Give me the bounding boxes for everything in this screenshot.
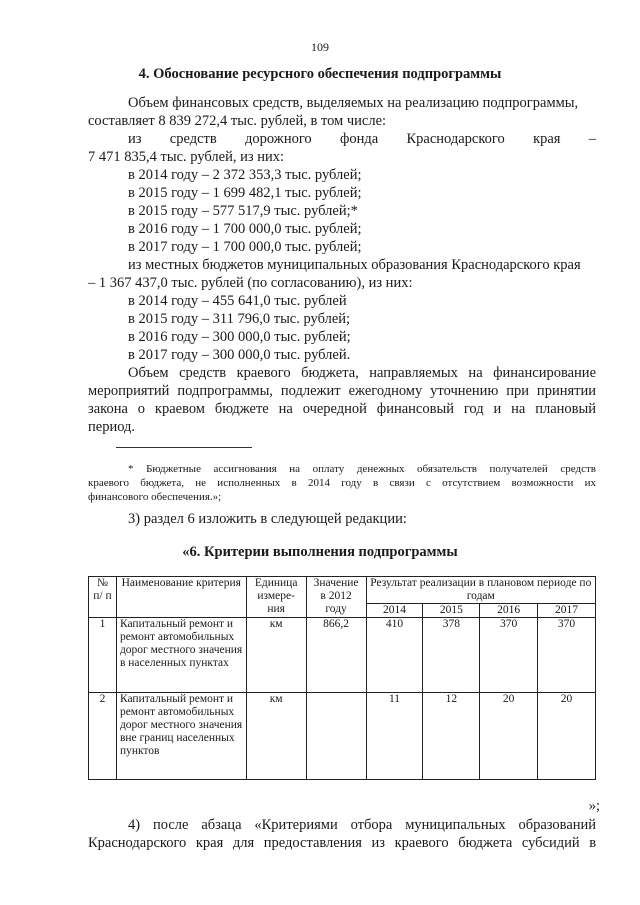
paragraph-line: – 1 367 437,0 тыс. рублей (по согласованию), из них:: [88, 275, 413, 291]
header-planned-results: Результат реализации в плановом периоде по годам: [366, 577, 595, 604]
word: предоставления: [263, 835, 362, 851]
header-year: 2017: [538, 604, 596, 618]
word: из: [128, 131, 142, 147]
word: муниципальных: [405, 817, 506, 833]
header-year: 2015: [423, 604, 480, 618]
page-number: 109: [311, 40, 329, 54]
footnote-divider: [116, 447, 252, 448]
criterion-name: Капитальный ремонт и ремонт автомобильных дорог местного значения вне границ населенных пунктов: [116, 693, 246, 780]
year-value-cell: 370: [538, 618, 596, 693]
year-value-cell: 20: [538, 693, 596, 780]
word: после: [152, 817, 189, 833]
paragraph-line-justified: Объем средств краевого бюджета, направляемых на финансирование: [128, 365, 596, 381]
criteria-table: [88, 576, 596, 780]
criterion-name: Капитальный ремонт и ремонт автомобильных дорог местного значения в населенных пунктах: [116, 618, 246, 693]
base-value-cell: 866,2: [306, 618, 366, 693]
local-budget-year-line: в 2017 году – 300 000,0 тыс. рублей.: [128, 347, 351, 363]
table-row: [89, 618, 596, 693]
word: из: [371, 835, 386, 851]
word: отбора: [350, 817, 393, 833]
word: образований: [518, 817, 597, 833]
year-value-cell: 410: [366, 618, 423, 693]
word: абзаца: [201, 817, 242, 833]
road-fund-year-line: в 2014 году – 2 372 353,3 тыс. рублей;: [128, 167, 362, 183]
section-6-heading: «6. Критерии выполнения подпрограммы: [182, 544, 458, 560]
word: Краснодарского: [406, 131, 505, 147]
paragraph-line: период.: [88, 419, 136, 435]
table-header-row: [89, 577, 596, 604]
header-year: 2016: [480, 604, 538, 618]
year-value-cell: 20: [480, 693, 538, 780]
unit-cell: км: [246, 618, 306, 693]
paragraph-line: Объем финансовых средств, выделяемых на реализацию подпрограммы,: [128, 95, 579, 111]
road-fund-year-line: в 2017 году – 1 700 000,0 тыс. рублей;: [128, 239, 362, 255]
word: «Критериями: [254, 817, 338, 833]
road-fund-year-line: в 2015 году – 577 517,9 тыс. рублей;*: [128, 203, 358, 219]
word: бюджета: [458, 835, 513, 851]
footnote-line: * Бюджетные ассигнования на оплату денежных обязательств получателей средств: [128, 463, 596, 475]
base-value-cell: [306, 693, 366, 780]
local-budget-year-line: в 2016 году – 300 000,0 тыс. рублей;: [128, 329, 351, 345]
paragraph-line: из местных бюджетов муниципальных образования Краснодарского края: [128, 257, 581, 273]
header-number: № п/ п: [89, 577, 117, 618]
table-row: [89, 693, 596, 780]
year-value-cell: 370: [480, 618, 538, 693]
word: края: [195, 835, 224, 851]
row-number: 1: [89, 618, 117, 693]
header-base-value: Значение в 2012 году: [306, 577, 366, 618]
word: 4): [128, 817, 141, 833]
header-year: 2014: [366, 604, 423, 618]
word: субсидий: [521, 835, 580, 851]
paragraph-line-justified: [128, 816, 596, 834]
paragraph-line: 7 471 835,4 тыс. рублей, из них:: [88, 149, 284, 165]
unit-cell: км: [246, 693, 306, 780]
word: в: [589, 835, 597, 851]
section-4-heading: 4. Обоснование ресурсного обеспечения подпрограммы: [138, 66, 502, 82]
paragraph-line-justified: [88, 834, 596, 852]
road-fund-year-line: в 2015 году – 1 699 482,1 тыс. рублей;: [128, 185, 362, 201]
header-criterion-name: Наименование критерия: [116, 577, 246, 618]
paragraph-line-justified: мероприятий подпрограммы, подлежит ежегодному уточнению при принятии: [88, 383, 596, 399]
local-budget-year-line: в 2014 году – 455 641,0 тыс. рублей: [128, 293, 347, 309]
year-value-cell: 11: [366, 693, 423, 780]
word: Краснодарского: [88, 835, 187, 851]
local-budget-year-line: в 2015 году – 311 796,0 тыс. рублей;: [128, 311, 351, 327]
word: краевого: [394, 835, 449, 851]
table-closing-quote: »;: [588, 798, 600, 814]
paragraph-line: составляет 8 839 272,4 тыс. рублей, в том числе:: [88, 113, 387, 129]
paragraph-line-justified: закона о краевом бюджете на очередной финансовый год и на плановый: [88, 401, 596, 417]
paragraph-line-justified: [128, 130, 596, 148]
row-number: 2: [89, 693, 117, 780]
road-fund-year-line: в 2016 году – 1 700 000,0 тыс. рублей;: [128, 221, 362, 237]
year-value-cell: 378: [423, 618, 480, 693]
word: фонда: [339, 131, 379, 147]
word: дорожного: [245, 131, 312, 147]
item-3-text: 3) раздел 6 изложить в следующей редакции:: [128, 511, 407, 527]
header-unit: Единица измере-ния: [246, 577, 306, 618]
footnote-line: краевого бюджета, не исполненных в 2014 году в связи с отсутствием возможности их: [88, 477, 596, 489]
word: средств: [169, 131, 217, 147]
word: края –: [533, 131, 597, 147]
year-value-cell: 12: [423, 693, 480, 780]
footnote-line: финансового обеспечения.»;: [88, 491, 222, 503]
word: для: [232, 835, 255, 851]
